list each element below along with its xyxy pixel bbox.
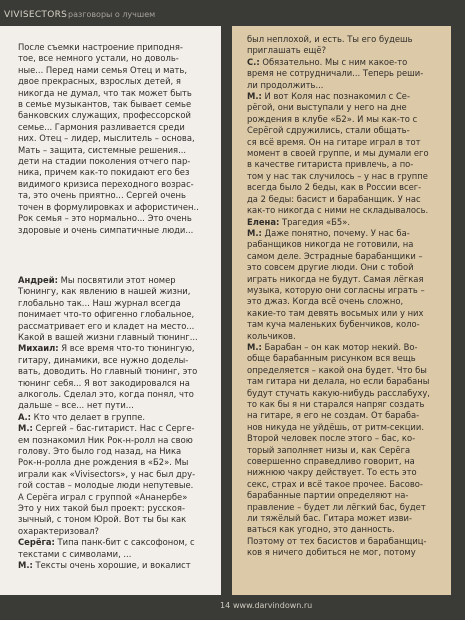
- line-text: Это у них такой был проект: русскоя-: [18, 503, 185, 514]
- text-line: [18, 423, 215, 434]
- speaker-name: М.:: [18, 423, 33, 434]
- text-line: них. Отец – лидер, мыслитель – основа,: [18, 133, 195, 144]
- text-line: [247, 285, 451, 296]
- dialogue-paragraph: [247, 217, 451, 228]
- dialogue-paragraph: [18, 343, 215, 411]
- text-line: Рок семья – это нормально... Это очень: [18, 213, 192, 224]
- page-number: 14: [220, 601, 231, 610]
- line-text: гой состав – молодые люди непутевые.: [18, 480, 194, 491]
- text-line: [247, 490, 451, 501]
- line-text: Кто что делает в группе.: [31, 411, 146, 422]
- text-line: никогда не думал, что так может быть: [18, 87, 192, 98]
- text-line: [18, 389, 215, 400]
- line-text: алкоголь. Сделал это, когда понял, что: [18, 388, 194, 399]
- line-text: рёгой, они выступали у него на дне: [247, 102, 407, 113]
- line-text: время не сотрудничали... Теперь реши-: [247, 68, 424, 79]
- line-text: самом деле. Эстрадные барабанщики –: [247, 250, 423, 261]
- line-text: Я все время что-то тюнингую,: [58, 343, 195, 354]
- text-line: [18, 537, 215, 548]
- dialogue-paragraph: [18, 537, 215, 560]
- text-line: [18, 355, 215, 366]
- text-line: банковских служащих, профессорской: [18, 110, 191, 121]
- line-text: определяется – какой она будет. Что бы: [247, 364, 427, 375]
- section-tagline: разговоры о лучшем: [68, 10, 156, 19]
- text-line: [18, 321, 215, 332]
- line-text: был неплохой, и есть. Ты его будешь: [247, 34, 413, 44]
- line-text: да 2 беды: басист и барабанщик. У нас: [247, 193, 421, 204]
- right-dialogue: [247, 34, 451, 559]
- line-text: том у нас так случилось – у нас в группе: [247, 170, 428, 181]
- text-line: [247, 91, 451, 102]
- text-line: [247, 68, 451, 79]
- line-text: правление – будет ли лёгкий бас, будет: [247, 501, 426, 512]
- line-text: ся всё время. Он на гитаре играл в тот: [247, 136, 421, 147]
- site-url: www.darvindown.ru: [233, 601, 313, 610]
- text-line: [18, 480, 215, 491]
- text-line: [247, 524, 451, 535]
- line-text: ем познакомил Ник Рок-н-ролл на свою: [18, 434, 193, 445]
- line-text: на гитаре, я его не создам. От бараба-: [247, 410, 420, 421]
- line-text: рабанщиков никогда не готовили, на: [247, 239, 414, 250]
- text-line: После съемки настроение приподня-: [18, 42, 183, 52]
- text-line: [247, 376, 451, 387]
- text-line: [247, 45, 451, 56]
- text-line: в семье музыкантов, так бывает семье: [18, 99, 192, 110]
- text-line: [247, 194, 451, 205]
- text-line: [247, 102, 451, 113]
- text-line: [247, 80, 451, 91]
- line-text: Мы посвятили этот номер: [57, 274, 176, 285]
- line-text: будут стучать какую-нибудь расслабуху,: [247, 387, 430, 398]
- text-line: [18, 526, 215, 537]
- text-line: [18, 446, 215, 457]
- text-line: [247, 34, 451, 45]
- right-text-column: [232, 26, 451, 595]
- text-line: [247, 182, 451, 193]
- page-footer: [0, 595, 465, 620]
- dialogue-paragraph: [247, 34, 451, 57]
- line-text: барабанные партии определяют на-: [247, 490, 409, 501]
- line-text: гитару, динамики, все нужно доделы-: [18, 354, 189, 365]
- line-text: охарактеризовал?: [18, 525, 99, 536]
- line-text: Серёгой сдружились, стали общать-: [247, 125, 410, 136]
- text-line: [247, 148, 451, 159]
- line-text: ли тяжёлый бас. Гитара может изви-: [247, 513, 413, 524]
- line-text: глобально так... Наш журнал всегда: [18, 297, 181, 308]
- speaker-name: М.:: [247, 341, 262, 352]
- line-text: всегда было 2 беды, как в России всег-: [247, 182, 422, 193]
- line-text: понимает что-то офигенно глобальное,: [18, 309, 195, 320]
- magazine-section-brand: VIVISECTORS: [4, 10, 68, 20]
- line-text: это джаз. Когда всё очень сложно,: [247, 296, 404, 307]
- text-line: [247, 547, 451, 558]
- line-text: Даже понятно, почему. У нас ба-: [261, 227, 410, 238]
- text-line: [247, 171, 451, 182]
- text-line: [247, 422, 451, 433]
- text-line: [247, 296, 451, 307]
- speaker-name: М.:: [247, 227, 262, 238]
- text-line: [247, 239, 451, 250]
- text-line: [247, 410, 451, 421]
- line-text: это совсем другие люди. Они с тобой: [247, 262, 414, 273]
- line-text: дальше – все... нет пути...: [18, 400, 134, 411]
- line-text: секс, страх и всё такое прочее. Басово-: [247, 478, 423, 489]
- text-line: [247, 445, 451, 456]
- text-line: [247, 319, 451, 330]
- text-line: [18, 549, 215, 560]
- text-line: семье... Гармония разливается среди: [18, 121, 185, 132]
- left-dialogue: [18, 275, 215, 572]
- line-text: торый заполняет низы и, как Серёга: [247, 444, 411, 455]
- line-text: Сергей – бас-гитарист. Нас с Серге-: [32, 423, 195, 434]
- text-line: [247, 456, 451, 467]
- line-text: какие-то там девять восьмых или у них: [247, 307, 424, 318]
- line-text: Трагедия «Б5».: [279, 216, 351, 227]
- dialogue-paragraph: [247, 91, 451, 216]
- line-text: играть никогда не будут. Самая лёгкая: [247, 273, 424, 284]
- text-line: [247, 433, 451, 444]
- line-text: тюнинг себя... Я вот закодировался на: [18, 377, 190, 388]
- text-line: [18, 275, 215, 286]
- speaker-name: М.:: [247, 91, 262, 102]
- line-text: музыка, которую они согласны играть –: [247, 284, 425, 295]
- speaker-name: С.:: [247, 56, 260, 67]
- text-line: [247, 479, 451, 490]
- text-line: [18, 503, 215, 514]
- line-text: Второй человек после этого – бас, ко-: [247, 433, 416, 444]
- text-line: [18, 435, 215, 446]
- line-text: Тексты очень хорошие, и вокалист: [32, 560, 191, 571]
- dialogue-paragraph: [247, 228, 451, 342]
- text-line: Мать – защита, системные решения...: [18, 144, 187, 155]
- line-text: вать, доводить. Но главный тюнинг, это: [18, 366, 198, 377]
- text-line: здоровые и очень симпатичные люди...: [18, 224, 194, 235]
- line-text: момент в своей группе, и мы думали его: [247, 148, 429, 159]
- text-line: [18, 309, 215, 320]
- text-line: [18, 457, 215, 468]
- line-text: совершенно справедливо говорит, на: [247, 456, 415, 467]
- dialogue-paragraph: [247, 342, 451, 559]
- line-text: голову. Это было год назад, на Ника: [18, 446, 182, 456]
- line-text: ков я ничего добиться не мог, потому: [247, 547, 416, 558]
- line-text: приглашать ещё?: [247, 45, 327, 56]
- text-line: [247, 513, 451, 524]
- text-line: [18, 469, 215, 480]
- text-line: [247, 217, 451, 228]
- text-line: [247, 251, 451, 262]
- text-line: [18, 378, 215, 389]
- line-text: А Серёга играл с группой «Ананербе»: [18, 491, 188, 502]
- line-text: рождения в клубе «Б2». И мы как-то с: [247, 113, 418, 124]
- text-line: [247, 388, 451, 399]
- line-text: играли как «Vivisectors», у нас был дру-: [18, 468, 196, 479]
- line-text: как-то никогда с ними не складывалось.: [247, 205, 429, 216]
- text-line: [18, 412, 215, 423]
- line-text: там куча маленьких бубенчиков, коло-: [247, 319, 420, 330]
- speaker-name: А.:: [18, 411, 32, 422]
- text-line: [247, 331, 451, 342]
- text-line: [247, 262, 451, 273]
- text-line: [18, 366, 215, 377]
- dialogue-paragraph: [18, 412, 215, 423]
- text-line: ника, причем как-то покидают его без: [18, 167, 190, 178]
- line-text: Обязательно. Мы с ним какое-то: [259, 56, 408, 67]
- line-text: то как бы я ни старался напряг создать: [247, 399, 425, 409]
- text-line: та, это очень приятно... Сергей очень: [18, 190, 186, 201]
- line-text: рассматривает его и кладет на место...: [18, 320, 195, 331]
- dialogue-paragraph: [18, 560, 215, 571]
- text-line: [247, 137, 451, 148]
- text-line: [18, 560, 215, 571]
- text-line: [247, 205, 451, 216]
- line-text: Барабан – он как мотор некий. Во-: [261, 341, 418, 352]
- text-line: [18, 343, 215, 354]
- line-text: Рок-н-ролла дне рождения в «Б2». Мы: [18, 457, 189, 468]
- text-line: двое прекрасных, взрослых детей, я: [18, 76, 181, 87]
- text-line: [247, 57, 451, 68]
- text-line: ные... Перед нами семья Отец и мать,: [18, 64, 188, 75]
- text-line: [247, 342, 451, 353]
- line-text: Тюнингу, как явлению в нашей жизни,: [18, 286, 191, 297]
- text-line: дети на стадии поколения отчего пар-: [18, 156, 191, 167]
- text-line: [247, 274, 451, 285]
- speaker-name: Михаил:: [18, 343, 59, 354]
- line-text: нижнюю чакру действует. То есть это: [247, 467, 417, 478]
- dialogue-paragraph: [247, 57, 451, 91]
- text-line: [18, 286, 215, 297]
- line-text: Поэтому от тех басистов и барабанщиц-: [247, 535, 427, 546]
- dialogue-paragraph: [18, 423, 215, 537]
- speaker-name: Серёга:: [18, 537, 55, 548]
- line-text: ли продолжить...: [247, 79, 324, 90]
- line-text: обще барабанным рисунком вся вещь: [247, 353, 416, 364]
- text-line: точен в формулировках и афористичен..: [18, 201, 199, 212]
- text-line: [247, 365, 451, 376]
- text-line: [247, 159, 451, 170]
- line-text: ваться как угодно, это данность.: [247, 524, 395, 535]
- text-line: [247, 536, 451, 547]
- text-line: [18, 332, 215, 343]
- page-header: [0, 0, 465, 26]
- text-line: [18, 298, 215, 309]
- text-line: [18, 514, 215, 525]
- text-line: [247, 228, 451, 239]
- line-text: кольчиков.: [247, 330, 296, 341]
- text-line: [18, 492, 215, 503]
- line-text: Какой в вашей жизни главный тюнинг...: [18, 331, 198, 342]
- text-line: [247, 308, 451, 319]
- dialogue-paragraph: [18, 275, 215, 343]
- text-line: [247, 114, 451, 125]
- speaker-name: М.:: [18, 560, 33, 571]
- speaker-name: Елена:: [247, 216, 280, 227]
- text-line: [247, 399, 451, 410]
- line-text: Типа панк-бит с саксофоном, с: [54, 537, 195, 548]
- line-text: зычный, с тоном Юрой. Вот ты бы как: [18, 514, 187, 525]
- line-text: И вот Коля нас познакомил с Се-: [261, 91, 410, 102]
- line-text: в качестве гитариста привлечь, а по-: [247, 159, 414, 170]
- text-line: [247, 125, 451, 136]
- text-line: тое, все немного устали, но доволь-: [18, 53, 179, 64]
- text-line: [247, 502, 451, 513]
- text-line: [247, 467, 451, 478]
- speaker-name: Андрей:: [18, 274, 58, 285]
- line-text: нов никуда не уйдёшь, от ритм-секции.: [247, 421, 424, 432]
- text-line: видимого кризиса переходного возрас-: [18, 178, 194, 189]
- text-line: [247, 353, 451, 364]
- line-text: там гитара ни делала, но если барабаны: [247, 376, 430, 387]
- text-line: [18, 400, 215, 411]
- intro-paragraph: [18, 42, 215, 236]
- line-text: текстами с символами, ...: [18, 548, 132, 559]
- left-text-column: [0, 26, 221, 595]
